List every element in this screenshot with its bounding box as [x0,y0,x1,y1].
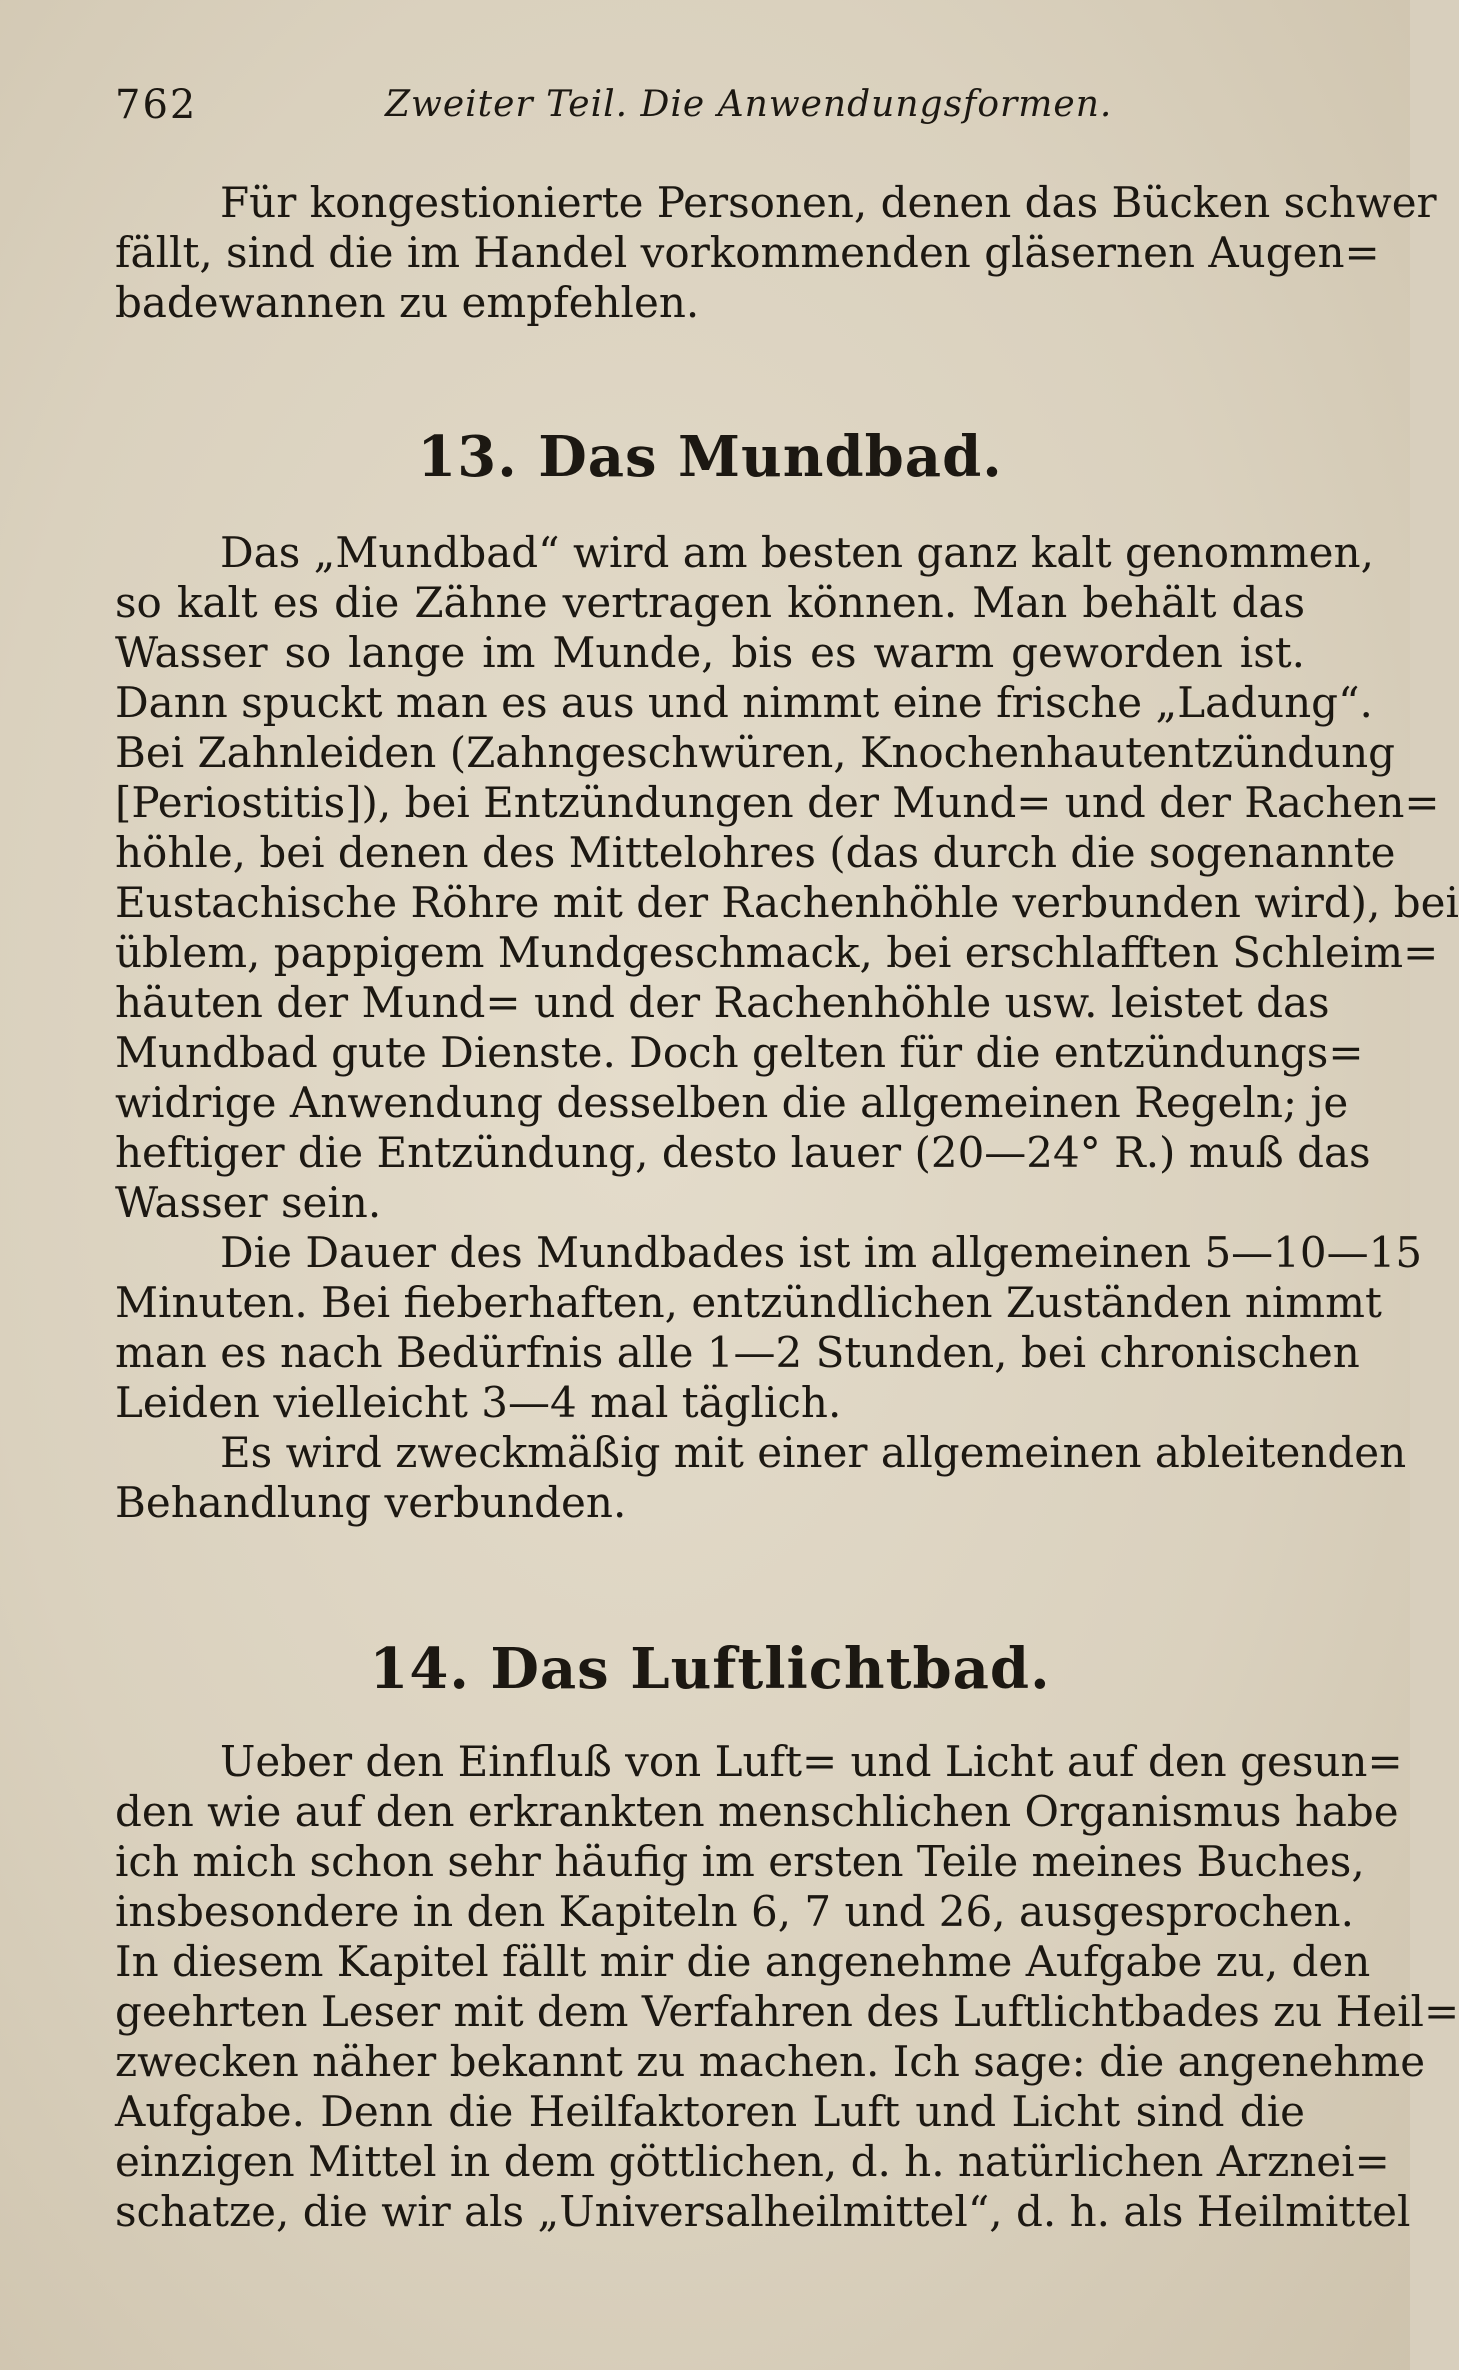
text-line: Behandlung verbunden. [115,1478,627,1527]
text-line: badewannen zu empfehlen. [115,278,700,327]
text-line: Ueber den Einfluß von Luft= und Licht auf den gesun= [220,1737,1403,1786]
section-13-body [115,528,1459,1528]
text-line: ich mich schon sehr häufig im ersten Teile meines Buches, [115,1837,1365,1886]
text-line: geehrten Leser mit dem Verfahren des Luftlichtbades zu Heil= [115,1987,1459,2036]
text-line: Minuten. Bei fieberhaften, entzündlichen Zuständen nimmt [115,1278,1382,1327]
text-line: zwecken näher bekannt zu machen. Ich sage: die angenehme [115,2037,1426,2086]
text-line: Dann spuckt man es aus und nimmt eine frische „Ladung“. [115,678,1373,727]
text-line: Mundbad gute Dienste. Doch gelten für die entzündungs= [115,1028,1364,1077]
intro-paragraph [115,178,1437,328]
text-line: fällt, sind die im Handel vorkommenden gläsernen Augen= [115,228,1380,277]
text-line: einzigen Mittel in dem göttlichen, d. h. natürlichen Arznei= [115,2137,1390,2186]
section-heading-14: 14. Das Luftlichtbad. [369,1636,1051,1702]
text-line: Wasser so lange im Munde, bis es warm geworden ist. [115,628,1305,677]
text-line: insbesondere in den Kapiteln 6, 7 und 26, ausgesprochen. [115,1887,1354,1936]
text-line: so kalt es die Zähne vertragen können. Man behält das [115,578,1305,627]
text-line: Bei Zahnleiden (Zahngeschwüren, Knochenhautentzündung [115,728,1396,777]
text-line: Leiden vielleicht 3—4 mal täglich. [115,1378,842,1427]
page-number: 762 [115,82,198,128]
text-line: [Periostitis]), bei Entzündungen der Mund= und der Rachen= [115,778,1440,827]
text-line: höhle, bei denen des Mittelohres (das durch die sogenannte [115,828,1396,877]
text-line: man es nach Bedürfnis alle 1—2 Stunden, bei chronischen [115,1328,1360,1377]
text-line: schatze, die wir als „Universalheilmittel“, d. h. als Heilmittel [115,2187,1411,2236]
text-line: Aufgabe. Denn die Heilfaktoren Luft und Licht sind die [115,2087,1305,2136]
text-line: Wasser sein. [115,1178,382,1227]
text-line: den wie auf den erkrankten menschlichen Organismus habe [115,1787,1399,1836]
section-14-body [115,1737,1459,2237]
text-line: Die Dauer des Mundbades ist im allgemeinen 5—10—15 [220,1228,1423,1277]
text-line: Es wird zweckmäßig mit einer allgemeinen ableitenden [220,1428,1407,1477]
text-line: heftiger die Entzündung, desto lauer (20—24° R.) muß das [115,1128,1371,1177]
running-title: Zweiter Teil. Die Anwendungsformen. [385,84,1113,125]
text-line: Für kongestionierte Personen, denen das Bücken schwer [220,178,1437,227]
text-line: In diesem Kapitel fällt mir die angenehme Aufgabe zu, den [115,1937,1371,1986]
text-line: häuten der Mund= und der Rachenhöhle usw. leistet das [115,978,1330,1027]
text-line: üblem, pappigem Mundgeschmack, bei erschlafften Schleim= [115,928,1439,977]
text-line: Das „Mundbad“ wird am besten ganz kalt genommen, [220,528,1374,577]
text-line: widrige Anwendung desselben die allgemeinen Regeln; je [115,1078,1349,1127]
section-heading-13: 13. Das Mundbad. [417,424,1003,490]
running-head [115,82,1305,142]
text-line: Eustachische Röhre mit der Rachenhöhle verbunden wird), bei [115,878,1459,927]
